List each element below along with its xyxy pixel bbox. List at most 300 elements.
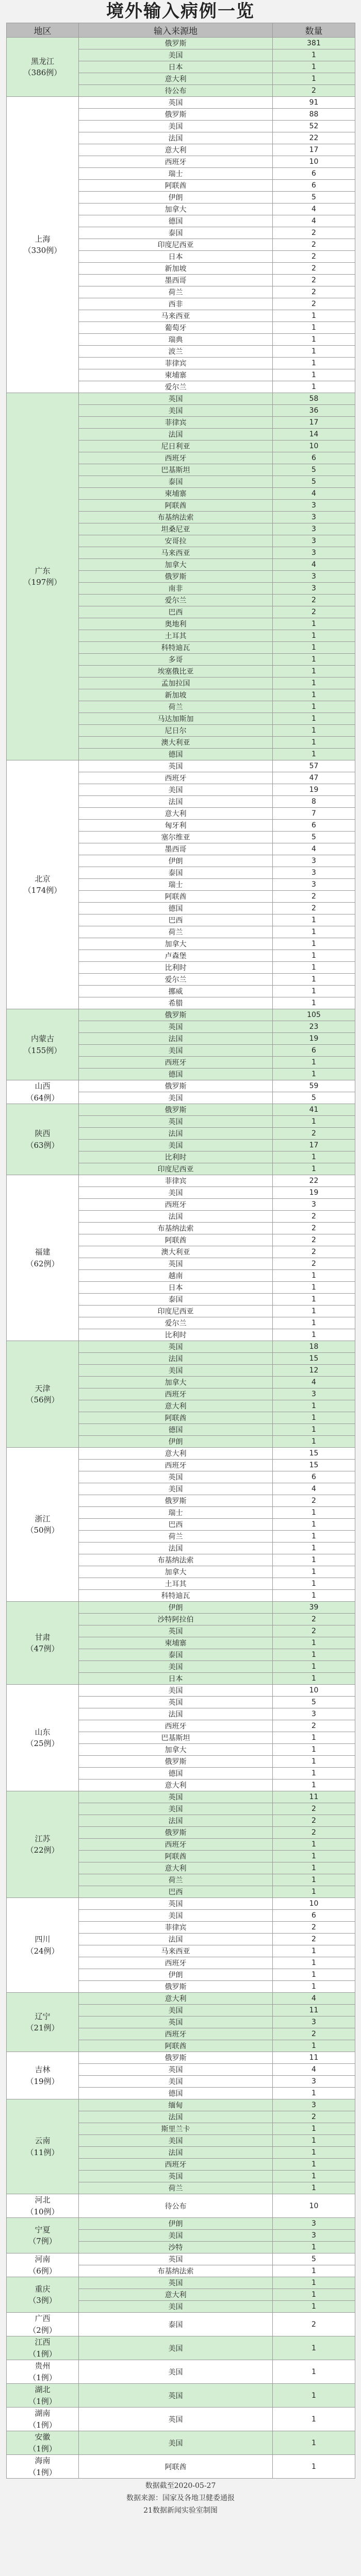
count-cell: 1 — [273, 630, 355, 642]
source-cell: 波兰 — [79, 346, 273, 358]
source-cell: 阿联酋 — [79, 180, 273, 192]
region-name: 湖北 — [35, 2385, 51, 2394]
footer-credit: 21数据新闻实验室制图 — [143, 2506, 218, 2515]
table-row — [7, 2313, 355, 2336]
source-cell: 法国 — [79, 1815, 273, 1827]
count-cell: 1 — [273, 1768, 355, 1780]
header-region: 地区 — [7, 23, 79, 38]
region-cell — [7, 2313, 79, 2336]
source-cell: 德国 — [79, 215, 273, 227]
table-row — [7, 393, 355, 405]
count-cell: 1 — [273, 1163, 355, 1175]
region-cell — [7, 1898, 79, 1993]
count-cell: 381 — [273, 38, 355, 49]
source-cell: 安哥拉 — [79, 535, 273, 547]
count-cell: 1 — [273, 2135, 355, 2147]
source-cell: 法国 — [79, 132, 273, 144]
region-total: （22例） — [26, 1845, 59, 1855]
count-cell: 1 — [273, 938, 355, 950]
count-cell: 1 — [273, 61, 355, 73]
source-cell: 西班牙 — [79, 1199, 273, 1211]
count-cell: 2 — [273, 1922, 355, 1934]
count-cell: 1 — [273, 1116, 355, 1128]
count-cell: 1 — [273, 701, 355, 713]
source-cell: 孟加拉国 — [79, 677, 273, 689]
region-name: 甘肃 — [35, 1632, 51, 1642]
source-cell: 塞尔维亚 — [79, 832, 273, 843]
source-cell: 阿联酋 — [79, 891, 273, 903]
source-cell: 泰国 — [79, 476, 273, 488]
source-cell: 匈牙利 — [79, 820, 273, 832]
source-cell: 瑞士 — [79, 879, 273, 891]
source-cell: 美国 — [79, 1092, 273, 1104]
count-cell: 1 — [273, 914, 355, 926]
source-cell: 美国 — [79, 2301, 273, 2313]
source-cell: 缅甸 — [79, 2099, 273, 2111]
count-cell: 2 — [273, 251, 355, 263]
source-cell: 巴西 — [79, 606, 273, 618]
source-cell: 美国 — [79, 2005, 273, 2016]
source-cell: 日本 — [79, 1282, 273, 1294]
source-cell: 菲律宾 — [79, 1922, 273, 1934]
source-cell: 加拿大 — [79, 1744, 273, 1756]
count-cell: 4 — [273, 1993, 355, 2005]
region-cell — [7, 1448, 79, 1602]
count-cell: 1 — [273, 1294, 355, 1306]
region-cell — [7, 1791, 79, 1898]
table-row — [7, 2277, 355, 2289]
count-cell: 3 — [273, 500, 355, 512]
source-cell: 比利时 — [79, 1151, 273, 1163]
source-cell: 美国 — [79, 121, 273, 132]
count-cell: 1 — [273, 310, 355, 322]
source-cell: 瑞士 — [79, 1507, 273, 1519]
count-cell: 2 — [273, 1934, 355, 1945]
count-cell: 1 — [273, 346, 355, 358]
count-cell: 5 — [273, 476, 355, 488]
count-cell: 4 — [273, 1377, 355, 1388]
count-cell: 1 — [273, 1436, 355, 1448]
source-cell: 美国 — [79, 2230, 273, 2242]
count-cell: 1 — [273, 1554, 355, 1566]
count-cell: 11 — [273, 1791, 355, 1803]
count-cell: 1 — [273, 1412, 355, 1424]
source-cell: 比利时 — [79, 1329, 273, 1341]
count-cell: 1 — [273, 1306, 355, 1317]
source-cell: 英国 — [79, 2253, 273, 2265]
count-cell: 2 — [273, 286, 355, 298]
table-row — [7, 1341, 355, 1353]
source-cell: 柬埔寨 — [79, 1637, 273, 1649]
source-cell: 俄罗斯 — [79, 1104, 273, 1116]
source-cell: 法国 — [79, 1033, 273, 1045]
region-name: 内蒙古 — [30, 1034, 54, 1043]
source-cell: 俄罗斯 — [79, 1495, 273, 1507]
source-cell: 新加坡 — [79, 263, 273, 275]
count-cell: 2 — [273, 2111, 355, 2123]
region-cell — [7, 2099, 79, 2194]
source-cell: 德国 — [79, 1424, 273, 1436]
count-cell: 1 — [273, 974, 355, 986]
count-cell: 1 — [273, 1874, 355, 1886]
table-row — [7, 2253, 355, 2265]
count-cell: 1 — [273, 1566, 355, 1578]
table-row — [7, 2360, 355, 2384]
source-cell: 伊朗 — [79, 1436, 273, 1448]
count-cell: 2 — [273, 1614, 355, 1625]
source-cell: 意大利 — [79, 73, 273, 85]
count-cell: 1 — [273, 2123, 355, 2135]
region-total: （197例） — [23, 578, 62, 587]
source-cell: 意大利 — [79, 1400, 273, 1412]
region-cell — [7, 2194, 79, 2218]
source-cell: 西班牙 — [79, 1957, 273, 1969]
count-cell: 1 — [273, 618, 355, 630]
count-cell: 57 — [273, 760, 355, 772]
count-cell: 3 — [273, 2076, 355, 2088]
count-cell: 1 — [273, 2408, 355, 2431]
count-cell: 59 — [273, 1080, 355, 1092]
source-cell: 法国 — [79, 429, 273, 440]
count-cell: 91 — [273, 97, 355, 109]
source-cell: 坦桑尼亚 — [79, 523, 273, 535]
source-cell: 英国 — [79, 1898, 273, 1910]
count-cell: 12 — [273, 1365, 355, 1377]
source-cell: 西班牙 — [79, 1460, 273, 1471]
table-row — [7, 1080, 355, 1092]
source-cell: 英国 — [79, 1021, 273, 1033]
source-cell: 美国 — [79, 784, 273, 796]
count-cell: 39 — [273, 1602, 355, 1614]
region-total: （64例） — [26, 1093, 59, 1103]
count-cell: 2 — [273, 2028, 355, 2040]
source-cell: 泰国 — [79, 1649, 273, 1661]
region-name: 天津 — [35, 1383, 51, 1393]
count-cell: 1 — [273, 1673, 355, 1685]
source-cell: 西班牙 — [79, 2028, 273, 2040]
count-cell: 1 — [273, 737, 355, 749]
region-name: 四川 — [35, 1935, 51, 1944]
source-cell: 美国 — [79, 2135, 273, 2147]
count-cell: 2 — [273, 1246, 355, 1258]
count-cell: 1 — [273, 986, 355, 997]
count-cell: 3 — [273, 879, 355, 891]
count-cell: 1 — [273, 2265, 355, 2277]
count-cell: 2 — [273, 298, 355, 310]
source-cell: 伊朗 — [79, 192, 273, 204]
source-cell: 荷兰 — [79, 1874, 273, 1886]
count-cell: 1 — [273, 1590, 355, 1602]
source-cell: 美国 — [79, 49, 273, 61]
table-row — [7, 2455, 355, 2479]
source-cell: 爱尔兰 — [79, 974, 273, 986]
region-total: （19例） — [26, 2076, 59, 2086]
count-cell: 1 — [273, 926, 355, 938]
count-cell: 1 — [273, 334, 355, 346]
source-cell: 日本 — [79, 251, 273, 263]
source-cell: 巴基斯坦 — [79, 1732, 273, 1744]
source-cell: 俄罗斯 — [79, 1827, 273, 1839]
count-cell: 5 — [273, 1092, 355, 1104]
source-cell: 英国 — [79, 2408, 273, 2431]
source-cell: 爱尔兰 — [79, 595, 273, 606]
source-cell: 英国 — [79, 1697, 273, 1708]
count-cell: 3 — [273, 2230, 355, 2242]
count-cell: 1 — [273, 1862, 355, 1874]
source-cell: 土耳其 — [79, 1578, 273, 1590]
count-cell: 3 — [273, 583, 355, 595]
source-cell: 法国 — [79, 1708, 273, 1720]
table-row — [7, 760, 355, 772]
count-cell: 1 — [273, 381, 355, 393]
region-total: （47例） — [26, 1644, 59, 1653]
count-cell: 1 — [273, 1661, 355, 1673]
region-cell — [7, 1685, 79, 1791]
source-cell: 英国 — [79, 1341, 273, 1353]
region-total: （2例） — [28, 2325, 57, 2335]
count-cell: 1 — [273, 1578, 355, 1590]
source-cell: 德国 — [79, 749, 273, 760]
count-cell: 88 — [273, 109, 355, 121]
source-cell: 斯里兰卡 — [79, 2123, 273, 2135]
source-cell: 比利时 — [79, 962, 273, 974]
count-cell: 4 — [273, 1483, 355, 1495]
count-cell: 4 — [273, 559, 355, 571]
count-cell: 1 — [273, 1637, 355, 1649]
source-cell: 英国 — [79, 393, 273, 405]
source-cell: 伊朗 — [79, 855, 273, 867]
source-cell: 卢森堡 — [79, 950, 273, 962]
source-cell: 俄罗斯 — [79, 38, 273, 49]
region-cell — [7, 38, 79, 97]
count-cell: 19 — [273, 784, 355, 796]
source-cell: 意大利 — [79, 1993, 273, 2005]
count-cell: 1 — [273, 49, 355, 61]
region-name: 云南 — [35, 2136, 51, 2145]
source-cell: 德国 — [79, 903, 273, 914]
source-cell: 意大利 — [79, 1780, 273, 1791]
header-source: 输入来源地 — [79, 23, 273, 38]
table-row — [7, 1898, 355, 1910]
region-cell — [7, 1009, 79, 1080]
region-cell — [7, 97, 79, 393]
source-cell: 柬埔寨 — [79, 488, 273, 500]
count-cell: 3 — [273, 1388, 355, 1400]
region-name: 重庆 — [35, 2284, 51, 2294]
count-cell: 1 — [273, 1424, 355, 1436]
region-total: （1例） — [28, 2396, 57, 2406]
count-cell: 105 — [273, 1009, 355, 1021]
count-cell: 17 — [273, 144, 355, 156]
source-cell: 西班牙 — [79, 156, 273, 168]
count-cell: 1 — [273, 962, 355, 974]
count-cell: 1 — [273, 1957, 355, 1969]
source-cell: 澳大利亚 — [79, 737, 273, 749]
region-cell — [7, 1993, 79, 2052]
source-cell: 英国 — [79, 2384, 273, 2408]
source-cell: 英国 — [79, 1258, 273, 1270]
count-cell: 1 — [273, 1531, 355, 1543]
source-cell: 意大利 — [79, 808, 273, 820]
count-cell: 1 — [273, 2289, 355, 2301]
source-cell: 阿联酋 — [79, 1234, 273, 1246]
region-total: （63例） — [26, 1140, 59, 1150]
table-row — [7, 1104, 355, 1116]
count-cell: 1 — [273, 1057, 355, 1069]
count-cell: 2 — [273, 263, 355, 275]
source-cell: 美国 — [79, 1803, 273, 1815]
count-cell: 1 — [273, 2147, 355, 2159]
source-cell: 墨西哥 — [79, 843, 273, 855]
source-cell: 墨西哥 — [79, 275, 273, 286]
table-row — [7, 2431, 355, 2455]
count-cell: 3 — [273, 523, 355, 535]
count-cell: 3 — [273, 512, 355, 523]
source-cell: 巴基斯坦 — [79, 464, 273, 476]
source-cell: 西班牙 — [79, 1057, 273, 1069]
count-cell: 1 — [273, 1400, 355, 1412]
table-row — [7, 2384, 355, 2408]
table-row — [7, 1175, 355, 1187]
source-cell: 土耳其 — [79, 630, 273, 642]
source-cell: 法国 — [79, 2147, 273, 2159]
region-name: 安徽 — [35, 2432, 51, 2442]
count-cell: 5 — [273, 464, 355, 476]
source-cell: 阿联酋 — [79, 500, 273, 512]
count-cell: 1 — [273, 1969, 355, 1981]
count-cell: 4 — [273, 843, 355, 855]
source-cell: 德国 — [79, 2088, 273, 2099]
region-total: （21例） — [26, 2023, 59, 2032]
source-cell: 葡萄牙 — [79, 322, 273, 334]
region-total: （1例） — [28, 2444, 57, 2453]
source-cell: 新加坡 — [79, 689, 273, 701]
count-cell: 1 — [273, 1649, 355, 1661]
region-cell — [7, 2277, 79, 2313]
region-name: 宁夏 — [35, 2225, 51, 2234]
header-count: 数量 — [273, 23, 355, 38]
count-cell: 3 — [273, 535, 355, 547]
region-cell — [7, 393, 79, 760]
region-name: 吉林 — [35, 2065, 51, 2074]
count-cell: 2 — [273, 1720, 355, 1732]
count-cell: 1 — [273, 1151, 355, 1163]
count-cell: 2 — [273, 1128, 355, 1140]
count-cell: 19 — [273, 1033, 355, 1045]
source-cell: 奥地利 — [79, 618, 273, 630]
region-cell — [7, 2253, 79, 2277]
region-name: 广西 — [35, 2314, 51, 2323]
count-cell: 2 — [273, 1803, 355, 1815]
source-cell: 英国 — [79, 2277, 273, 2289]
count-cell: 10 — [273, 2194, 355, 2218]
count-cell: 3 — [273, 2218, 355, 2230]
source-cell: 尼日尔 — [79, 725, 273, 737]
count-cell: 1 — [273, 713, 355, 725]
count-cell: 1 — [273, 1329, 355, 1341]
source-cell: 阿联酋 — [79, 2040, 273, 2052]
count-cell: 1 — [273, 642, 355, 654]
region-name: 陕西 — [35, 1129, 51, 1138]
source-cell: 阿联酋 — [79, 1851, 273, 1862]
region-cell — [7, 2218, 79, 2253]
count-cell: 2 — [273, 239, 355, 251]
region-total: （11例） — [26, 2147, 59, 2157]
region-total: （50例） — [26, 1526, 59, 1535]
source-cell: 荷兰 — [79, 286, 273, 298]
count-cell: 11 — [273, 2005, 355, 2016]
source-cell: 西非 — [79, 298, 273, 310]
count-cell: 2 — [273, 606, 355, 618]
count-cell: 10 — [273, 156, 355, 168]
region-total: （1例） — [28, 2349, 57, 2359]
source-cell: 西班牙 — [79, 772, 273, 784]
source-cell: 美国 — [79, 1045, 273, 1057]
count-cell: 1 — [273, 2360, 355, 2384]
source-cell: 荷兰 — [79, 926, 273, 938]
count-cell: 6 — [273, 168, 355, 180]
source-cell: 德国 — [79, 1768, 273, 1780]
table-row — [7, 1448, 355, 1460]
source-cell: 美国 — [79, 2076, 273, 2088]
count-cell: 3 — [273, 1708, 355, 1720]
count-cell: 8 — [273, 796, 355, 808]
count-cell: 1 — [273, 369, 355, 381]
source-cell: 泰国 — [79, 867, 273, 879]
source-cell: 美国 — [79, 2431, 273, 2455]
source-cell: 法国 — [79, 796, 273, 808]
source-cell: 巴西 — [79, 1519, 273, 1531]
count-cell: 2 — [273, 595, 355, 606]
count-cell: 6 — [273, 1045, 355, 1057]
source-cell: 待公布 — [79, 85, 273, 97]
count-cell: 10 — [273, 1685, 355, 1697]
table-row — [7, 1685, 355, 1697]
count-cell: 10 — [273, 1898, 355, 1910]
count-cell: 1 — [273, 997, 355, 1009]
count-cell: 4 — [273, 488, 355, 500]
count-cell: 2 — [273, 2313, 355, 2336]
table-body — [7, 38, 355, 2479]
region-cell — [7, 2336, 79, 2360]
source-cell: 巴西 — [79, 914, 273, 926]
source-cell: 马来西亚 — [79, 310, 273, 322]
count-cell: 1 — [273, 2384, 355, 2408]
count-cell: 4 — [273, 204, 355, 215]
count-cell: 10 — [273, 440, 355, 452]
source-cell: 泰国 — [79, 227, 273, 239]
region-total: （7例） — [28, 2236, 57, 2246]
source-cell: 美国 — [79, 1365, 273, 1377]
source-cell: 西班牙 — [79, 1388, 273, 1400]
region-cell — [7, 1602, 79, 1685]
source-cell: 爱尔兰 — [79, 381, 273, 393]
count-cell: 41 — [273, 1104, 355, 1116]
count-cell: 19 — [273, 1187, 355, 1199]
footer-source: 数据来源：国家及各地卫健委通报 — [126, 2494, 235, 2502]
source-cell: 马来西亚 — [79, 547, 273, 559]
source-cell: 俄罗斯 — [79, 2052, 273, 2064]
count-cell: 5 — [273, 1697, 355, 1708]
source-cell: 布基纳法索 — [79, 1554, 273, 1566]
source-cell: 西班牙 — [79, 1720, 273, 1732]
count-cell: 2 — [273, 1223, 355, 1234]
source-cell: 美国 — [79, 405, 273, 417]
count-cell: 15 — [273, 1353, 355, 1365]
source-cell: 马达加斯加 — [79, 713, 273, 725]
count-cell: 17 — [273, 417, 355, 429]
source-cell: 意大利 — [79, 1448, 273, 1460]
